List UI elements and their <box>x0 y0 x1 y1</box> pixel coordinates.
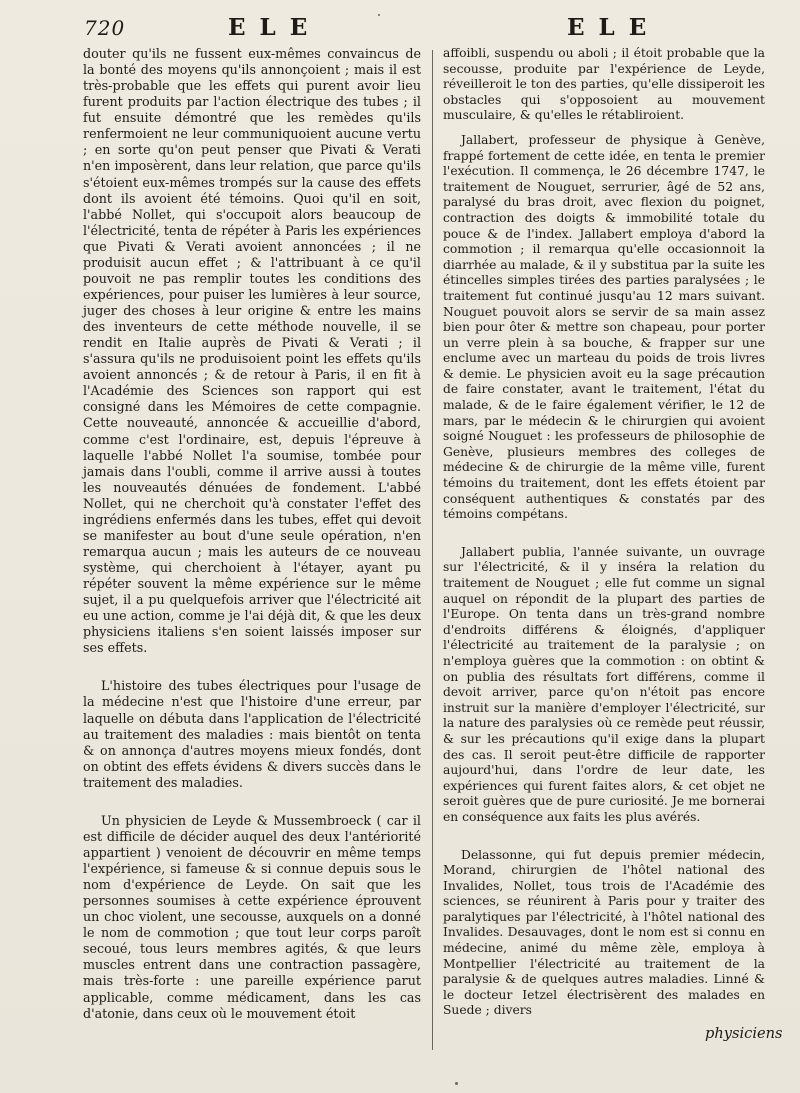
page-number: 720 <box>84 16 126 40</box>
paragraph: L'histoire des tubes électriques pour l'usage de la médecine n'est que l'histoire d'une erreur, par laquelle on débuta dans l'application de l'électricité au traitement des maladies : mais bientôt on tenta & on annonça d'autres moyens mieux fondés, dont on obtint des effets évidens & divers succès dans le traitement des maladies. <box>83 678 421 790</box>
paragraph: Jallabert, professeur de physique à Genève, frappé fortement de cette idée, en tenta le premier l'exécution. Il commença, le 26 décembre 1747, le traitement de Nouguet, serrurier, âgé de 52 ans, paralysé du bras droit, avec flexion du poignet, contraction des doigts & immobilité totale du pouce & de l'index. Jallabert employa d'abord la commotion ; il remarqua qu'elle occasionnoit la diarrhée au malade, & il y substitua par la suite les étincelles simples tirées des parties paralysées ; le traitement fut continué jusqu'au 12 mars suivant. Nouguet pouvoit alors se servir de sa main assez bien pour ôter & mettre son chapeau, pour porter un verre plein à sa bouche, & frapper sur une enclume avec un marteau du poids de trois livres & demie. Le physicien avoit eu la sage précaution de faire constater, avant le traitement, l'état du malade, & de le faire également vérifier, le 12 de mars, par le médecin & le chirurgien qui avoient soigné Nouguet : les professeurs de philosophie de Genève, plusieurs membres des colleges de médecine & de chirurgie de la même ville, furent témoins du traitement, dont les effets étoient par conséquent authentiques & constatés par des témoins compétans. <box>443 132 765 522</box>
right-column <box>443 46 765 1019</box>
ink-speck <box>455 1082 458 1085</box>
running-header <box>0 14 800 46</box>
running-head-left: E L E <box>228 14 311 41</box>
left-column <box>83 46 421 1022</box>
column-divider <box>432 50 433 1050</box>
catchword: physiciens <box>705 1025 783 1042</box>
paragraph: Jallabert publia, l'année suivante, un ouvrage sur l'électricité, & il y inséra la relation du traitement de Nouguet ; elle fut comme un signal auquel on répondit de la plupart des parties de l'Europe. On tenta dans un très-grand nombre d'endroits différens & éloignés, d'appliquer l'électricité au traitement de la paralysie ; on n'employa guères que la commotion : on obtint & on publia des résultats fort différens, comme il devoit arriver, parce qu'on n'étoit pas encore instruit sur la manière d'employer l'électricité, sur la nature des paralysies où ce remède peut réussir, & sur les précautions qu'il exige dans la plupart des cas. Il seroit peut-être difficile de rapporter aujourd'hui, dans l'ordre de leur date, les expériences qui furent faites alors, & cet objet ne seroit guères que de pure curiosité. Je me bornerai en conséquence aux faits les plus avérés. <box>443 544 765 824</box>
paragraph: Delassonne, qui fut depuis premier médecin, Morand, chirurgien de l'hôtel national des Invalides, Nollet, tous trois de l'Académie des sciences, se réunirent à Paris pour y traiter des paralytiques par l'électricité, à l'hôtel national des Invalides. Desauvages, dont le nom est si connu en médecine, animé du même zèle, employa à Montpellier l'électricité au traitement de la paralysie & de quelques autres maladies. Linné & le docteur Ietzel électrisèrent des malades en Suede ; divers <box>443 847 765 1018</box>
paragraph: douter qu'ils ne fussent eux-mêmes convaincus de la bonté des moyens qu'ils annonçoient ; mais il est très-probable que les effets qui purent avoir lieu furent produits par l'action électrique des tubes ; il fut ensuite démontré que les remèdes qu'ils renfermoient ne leur communiquoient aucune vertu ; en sorte qu'on peut penser que Pivati & Verati n'en imposèrent, dans leur relation, que parce qu'ils s'étoient eux-mêmes trompés sur la cause des effets dont ils avoient été témoins. Quoi qu'il en soit, l'abbé Nollet, qui s'occupoit alors beaucoup de l'électricité, tenta de répéter à Paris les expériences que Pivati & Verati avoient annoncées ; il ne produisit aucun effet ; & l'attribuant à ce qu'il pouvoit ne pas remplir toutes les conditions des expériences, pour puiser les lumières à leur source, juger des choses à leur origine & entre les mains des inventeurs de cette méthode nouvelle, il se rendit en Italie auprès de Pivati & Verati ; il s'assura qu'ils ne produisoient point les effets qu'ils avoient annoncés ; & de retour à Paris, il en fit à l'Académie des Sciences son rapport qui est consigné dans les Mémoires de cette compagnie. Cette nouveauté, annoncée & accueillie d'abord, comme c'est l'ordinaire, est, depuis l'épreuve à laquelle l'abbé Nollet l'a soumise, tombée pour jamais dans l'oubli, comme il arrive aussi à toutes les nouveautés dénuées de fondement. L'abbé Nollet, qui ne cherchoit qu'à constater l'effet des ingrédiens enfermés dans les tubes, effet qui devoit se manifester au bout d'une seule opération, n'en remarqua aucun ; mais les auteurs de ce nouveau système, qui cherchoient à l'étayer, ayant pu répéter souvent la même expérience sur le même sujet, il a pu quelquefois arriver que l'électricité ait eu une action, comme je l'ai déjà dit, & que les deux physiciens italiens s'en soient laissés imposer sur ses effets. <box>83 46 421 656</box>
ink-speck <box>378 14 380 16</box>
paragraph: Un physicien de Leyde & Mussembroeck ( car il est difficile de décider auquel des deux l'antériorité appartient ) venoient de découvrir en même temps l'expérience, si fameuse & si connue depuis sous le nom d'expérience de Leyde. On sait que les personnes soumises à cette expérience éprouvent un choc violent, une secousse, auxquels on a donné le nom de commotion ; que tout leur corps paroît secoué, tous leurs membres agités, & que leurs muscles entrent dans une contraction passagère, mais très-forte : une pareille expérience parut applicable, comme médicament, dans les cas d'atonie, dans ceux où le mouvement étoit <box>83 812 421 1021</box>
paragraph: affoibli, suspendu ou aboli ; il étoit probable que la secousse, produite par l'expérience de Leyde, réveilleroit le ton des parties, qu'elle dissiperoit les obstacles qui s'opposoient au mouvement musculaire, & qu'elles le rétabliroient. <box>443 46 765 123</box>
running-head-right: E L E <box>567 14 650 41</box>
